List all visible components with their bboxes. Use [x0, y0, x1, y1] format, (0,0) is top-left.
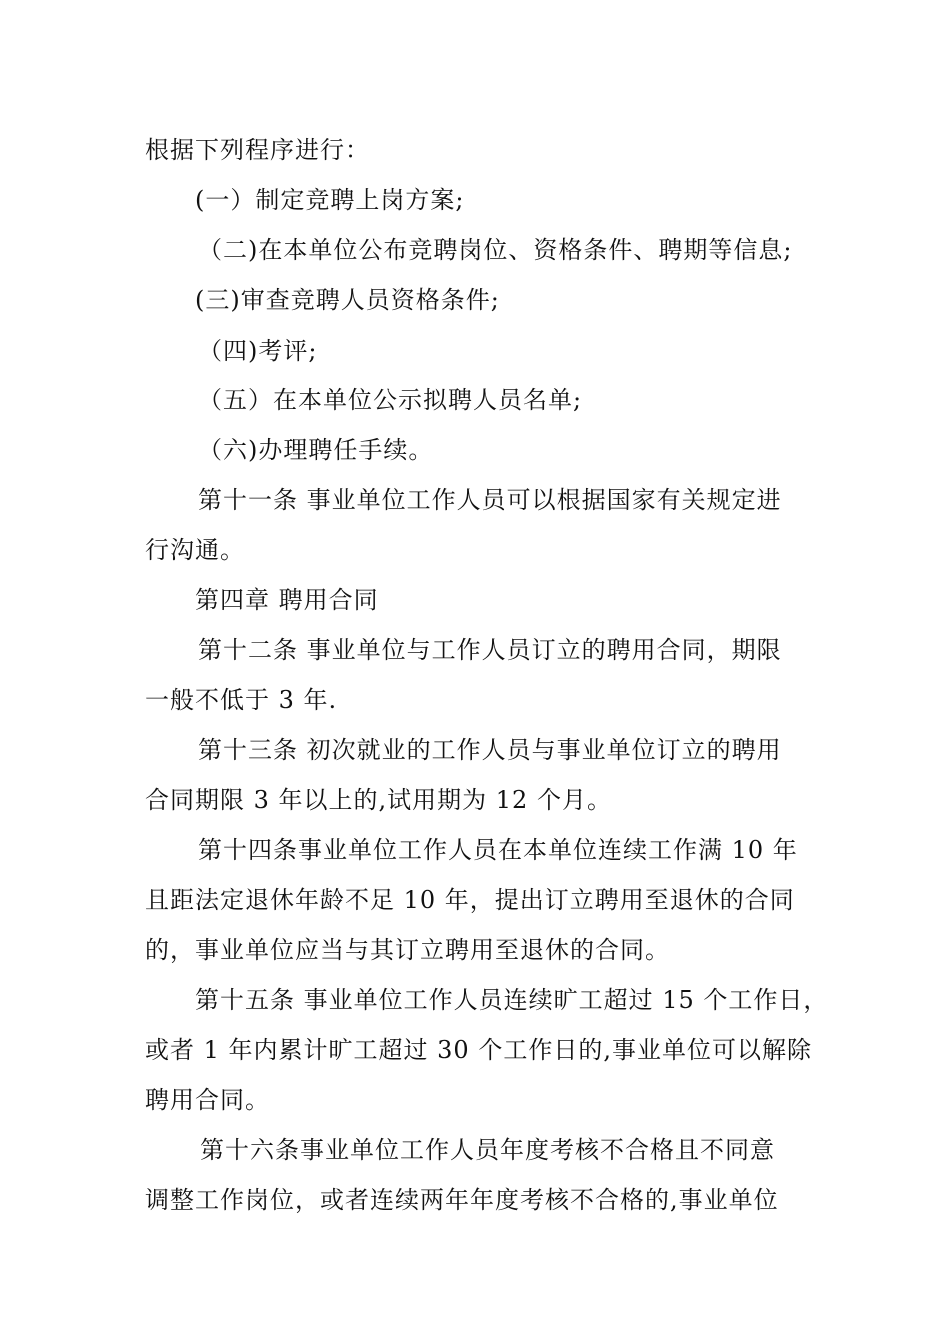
text-line: 行沟通。: [145, 536, 245, 564]
text-line: (一）制定竞聘上岗方案;: [195, 186, 465, 214]
text-line: 一般不低于 3 年.: [145, 686, 338, 714]
text-line: (三)审查竞聘人员资格条件;: [195, 286, 500, 314]
text-line: 且距法定退休年龄不足 10 年，提出订立聘用至退休的合同: [145, 886, 795, 914]
text-line: 第十三条 初次就业的工作人员与事业单位订立的聘用: [198, 736, 782, 764]
text-line: 或者 1 年内累计旷工超过 30 个工作日的,事业单位可以解除: [145, 1036, 812, 1064]
text-line: 第十六条事业单位工作人员年度考核不合格且不同意: [200, 1136, 775, 1164]
text-line: 的，事业单位应当与其订立聘用至退休的合同。: [145, 936, 670, 964]
text-line: 聘用合同。: [145, 1086, 270, 1114]
text-line: 第十一条 事业单位工作人员可以根据国家有关规定进: [198, 486, 782, 514]
text-line: 合同期限 3 年以上的,试用期为 12 个月。: [145, 786, 612, 814]
text-line: 第十五条 事业单位工作人员连续旷工超过 15 个工作日，: [195, 986, 829, 1014]
chapter-heading: 第四章 聘用合同: [195, 586, 379, 614]
text-line: （五）在本单位公示拟聘人员名单;: [198, 386, 583, 414]
text-line: （四)考评;: [198, 337, 318, 365]
text-line: 调整工作岗位，或者连续两年年度考核不合格的,事业单位: [145, 1186, 779, 1214]
text-line: 第十二条 事业单位与工作人员订立的聘用合同，期限: [198, 636, 782, 664]
text-line: （六)办理聘任手续。: [198, 436, 434, 464]
text-line: 第十四条事业单位工作人员在本单位连续工作满 10 年: [198, 836, 798, 864]
text-line: （二)在本单位公布竞聘岗位、资格条件、聘期等信息;: [198, 236, 793, 264]
text-line: 根据下列程序进行：: [145, 136, 370, 164]
